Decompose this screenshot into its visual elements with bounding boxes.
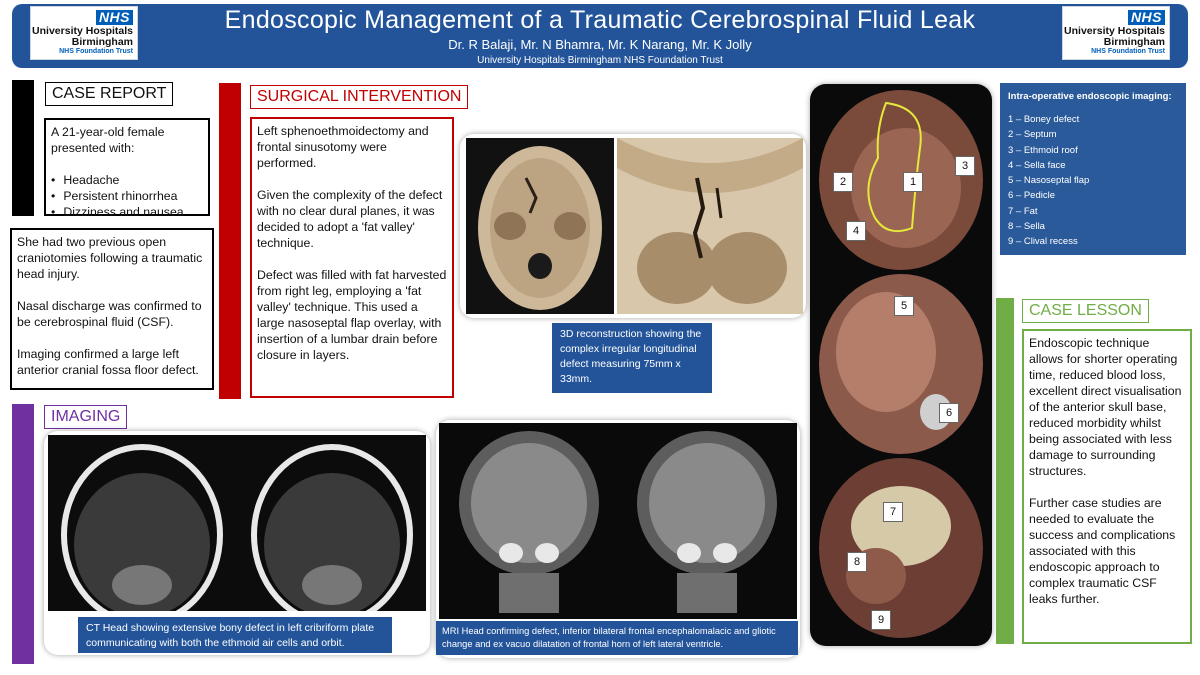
- endoscopic-marker: 5: [894, 296, 914, 316]
- endoscopic-marker: 4: [846, 221, 866, 241]
- endoscopic-legend-item: 6 – Pedicle: [1008, 190, 1056, 202]
- skull-base-image-2: [617, 138, 803, 314]
- skull-reconstruction-panel: [460, 134, 806, 318]
- endoscopic-marker: 9: [871, 610, 891, 630]
- case-report-presentation-box: [44, 118, 210, 219]
- ct-caption: CT Head showing extensive bony defect in left cribriform plate communicating with both the ethmoid air cells and orbit.: [78, 617, 392, 653]
- skull-base-image-1: [466, 138, 614, 314]
- endoscopic-marker: 8: [847, 552, 867, 572]
- endoscopic-view-3: [816, 456, 986, 640]
- endoscopic-legend-item: 2 – Septum: [1008, 129, 1057, 141]
- nhs-badge: NHS: [96, 10, 133, 25]
- endoscopic-marker: 6: [939, 403, 959, 423]
- logo-line-2: Birmingham: [71, 36, 133, 49]
- nhs-badge: NHS: [1128, 10, 1165, 25]
- surgical-heading: SURGICAL INTERVENTION: [250, 85, 468, 109]
- endoscopic-legend: [1000, 83, 1186, 255]
- endoscopic-legend-item: 4 – Sella face: [1008, 159, 1066, 171]
- case-history-paragraph: Imaging confirmed a large left anterior cranial fossa floor defect.: [17, 347, 199, 377]
- imaging-accent-bar: [12, 404, 34, 664]
- surgical-paragraph: Defect was filled with fat harvested from right leg, employing a 'fat valley' technique. This used a large nasoseptal flap overlay, with insertion of a lumbar drain before closure in layers.: [257, 268, 447, 362]
- logo-line-3: NHS Foundation Trust: [59, 48, 133, 56]
- symptom-list: [51, 172, 203, 220]
- nhs-logo-right: [1062, 6, 1170, 60]
- case-report-intro: A 21-year-old female presented with:: [51, 125, 165, 155]
- case-lesson-heading: CASE LESSON: [1022, 299, 1149, 323]
- endoscopic-marker: 3: [955, 156, 975, 176]
- endoscopic-marker: 2: [833, 172, 853, 192]
- poster-authors: Dr. R Balaji, Mr. N Bhamra, Mr. K Narang, Mr. K Jolly: [448, 37, 752, 52]
- endoscopic-legend-title: Intra-operative endoscopic imaging:: [1008, 91, 1172, 102]
- poster-title: Endoscopic Management of a Traumatic Cerebrospinal Fluid Leak: [224, 6, 976, 34]
- surgical-accent-bar: [219, 83, 241, 399]
- surgical-box: [250, 117, 454, 398]
- endoscopic-legend-item: 1 – Boney defect: [1008, 114, 1080, 125]
- symptom-item: • Headache: [51, 172, 203, 188]
- case-history-paragraph: She had two previous open craniotomies following a traumatic head injury.: [17, 235, 203, 281]
- endoscopic-legend-item: 9 – Clival recess: [1008, 236, 1078, 248]
- nhs-logo-left: [30, 6, 138, 60]
- imaging-heading: IMAGING: [44, 405, 127, 429]
- case-lesson-paragraph: Endoscopic technique allows for shorter operating time, reduced blood loss, excellent direct visualisation of the anterior skull base, reduced morbidity whilst being associated with less damage to surrounding structures.: [1029, 336, 1182, 478]
- endoscopic-legend-item: 3 – Ethmoid roof: [1008, 144, 1078, 156]
- logo-line-3: NHS Foundation Trust: [1091, 48, 1165, 56]
- reconstruction-caption: 3D reconstruction showing the complex irregular longitudinal defect measuring 75mm x 33mm.: [552, 323, 712, 393]
- case-report-heading: CASE REPORT: [45, 82, 173, 106]
- symptom-item: • Persistent rhinorrhea: [51, 188, 203, 204]
- endoscopic-legend-item: 7 – Fat: [1008, 205, 1038, 217]
- surgical-paragraph: Given the complexity of the defect with no clear dural planes, it was decided to adopt a 'fat valley' technique.: [257, 188, 443, 250]
- endoscopic-legend-item: 5 – Nasoseptal flap: [1008, 175, 1090, 187]
- logo-line-2: Birmingham: [1103, 36, 1165, 49]
- endoscopic-marker: 1: [903, 172, 923, 192]
- case-history-box: [10, 228, 214, 390]
- mri-caption: MRI Head confirming defect, inferior bilateral frontal encephalomalacic and gliotic change and ex vacuo dilatation of frontal horn of left lateral ventricle.: [436, 621, 798, 655]
- case-history-paragraph: Nasal discharge was confirmed to be cerebrospinal fluid (CSF).: [17, 299, 202, 329]
- poster-affiliation: University Hospitals Birmingham NHS Foundation Trust: [477, 55, 723, 66]
- case-lesson-box: [1022, 329, 1192, 644]
- case-lesson-paragraph: Further case studies are needed to evaluate the success and complications associated with this endoscopic approach to complex traumatic CSF leaks further.: [1029, 496, 1176, 606]
- logo-line-1: University Hospitals: [1064, 25, 1165, 38]
- endoscopic-marker: 7: [883, 502, 903, 522]
- ct-head-image: [48, 435, 426, 611]
- logo-line-1: University Hospitals: [32, 25, 133, 38]
- mri-head-image: [439, 423, 797, 619]
- case-report-accent-bar: [12, 80, 34, 216]
- endoscopic-legend-item: 8 – Sella: [1008, 221, 1045, 233]
- case-lesson-accent-bar: [996, 298, 1014, 644]
- surgical-paragraph: Left sphenoethmoidectomy and frontal sinusotomy were performed.: [257, 124, 429, 170]
- symptom-item: • Dizziness and nausea: [51, 204, 203, 220]
